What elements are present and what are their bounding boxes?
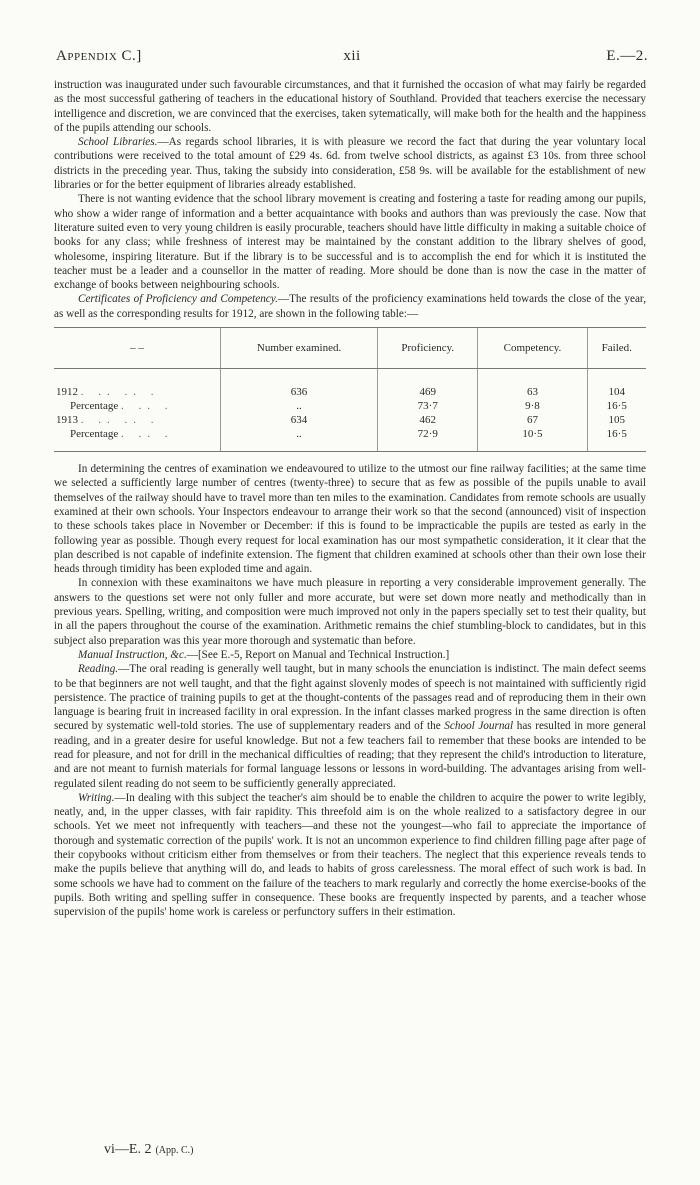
table-header-row <box>54 328 646 369</box>
table-cell: 469 <box>378 369 478 400</box>
paragraph-improvement: In connexion with these examinaitons we have much pleasure in reporting a very considerable improvement generally. The answers to the questions set were not only fuller and more accurate, but were set down more neatly and methodically than in previous years. Spelling, writing, and composition were much improved not only in the papers specially set to test their quality, but in all the papers throughout the course of the examination. Arithmetic remains the chief stumbling-block to candidates, but in this subject also preparation was this year more thorough and systematic than before. <box>54 577 646 647</box>
header-page-number: xii <box>343 48 361 64</box>
heading-manual-instruction: Manual Instruction, &c. <box>78 648 187 661</box>
paragraph-writing <box>54 791 646 920</box>
table-row <box>54 413 646 427</box>
table-cell: 104 <box>587 369 646 400</box>
table-cell: 63 <box>478 369 587 400</box>
row-label: Percentage . .. . <box>70 399 174 412</box>
paragraph-examination-centres: In determining the centres of examination we endeavoured to utilize to the utmost our fine railway facilities; at the same time we selected a sufficiently large number of centres (twenty-three) to secure that as few as possible of the pupils unable to avail themselves of the railway should have to travel more than ten miles to the examination. Candidates from remote schools are usually examined at their own schools. Your Inspectors endeavour to arrange their work so that the second (announced) visit of inspection to these schools takes place in November or December: if this is found to be impracticable the pupils are tested as early in the following year as possible. Though every request for local examination has our most sympathetic consideration, it it clear that the plan described is not capable of indefinite extension. The figment that children examined at schools other than their own lose their heads through timidity has been exploded time and again. <box>54 463 646 576</box>
heading-writing: Writing. <box>78 791 115 804</box>
table-row <box>54 369 646 400</box>
table-cell: .. <box>221 427 378 452</box>
text-school-journal: School Journal <box>444 720 514 733</box>
paragraph-instruction: instruction was inaugurated under such favourable circumstances, and that it furnished the occasion of what may fairly be regarded as the most successful gathering of teachers in the educational history of Southland. Provided that teachers exercise the necessary intelligence and discretion, we are convinced that the exercises, taken sytematically, will make both for the health and the happiness of the pupils attending our schools. <box>54 79 646 134</box>
table-cell: 10·5 <box>478 427 587 452</box>
col-competency: Competency. <box>478 328 587 369</box>
paragraph-manual-instruction <box>54 648 646 662</box>
heading-school-libraries: School Libraries. <box>78 136 158 149</box>
table-cell: 634 <box>221 413 378 427</box>
row-label: 1913 . .. .. . <box>56 413 160 426</box>
text-writing: —In dealing with this subject the teacher's aim should be to enable the children to acquire the power to write legibly, neatly, and, in the upper classes, with fair rapidity. This threefold aim is on the whole realized to a satisfactory degree in our schools. Yet we meet not infrequently with teachers—and these not the youngest—who fail to appreciate the importance of thorough and systematic correction of the pupils' work. It is not an uncommon experience to find children filling page after page of their copybooks without criticism either from themselves or from their teachers. The neglect that this experience reveals tends to make the pupils believe that anything will do, and leads to habits of gross carelessness. The moral effect of such work is bad. In some schools we have had to comment on the failure of the teachers to mark regularly and correctly the home exercise-books of the pupils. Both writing and spelling suffer in consequence. These books are frequently inspected by parents, and a teacher whose supervision of the pupils' home work is careless or perfunctory suffers in their estimation. <box>54 791 646 919</box>
paragraph-certificates <box>54 292 646 321</box>
table-cell: 72·9 <box>378 427 478 452</box>
table-cell: 16·5 <box>587 427 646 452</box>
page-footer <box>104 1142 194 1158</box>
col-failed: Failed. <box>587 328 646 369</box>
body-text <box>54 78 646 920</box>
table-row <box>54 427 646 452</box>
table-cell: 462 <box>378 413 478 427</box>
header-reference: E.—2. <box>606 48 648 64</box>
table-corner: – – <box>54 328 221 369</box>
table-cell: 9·8 <box>478 399 587 413</box>
table-cell: .. <box>221 399 378 413</box>
col-proficiency: Proficiency. <box>378 328 478 369</box>
proficiency-table <box>54 327 646 452</box>
row-label: 1912 . .. .. . <box>56 385 160 398</box>
text-reading-a: —The oral reading is generally well taught, but in many schools the enunciation is indistinct. The main defect seems to be that beginners are not well taught, and that the fight against slovenly modes of speech is not maintained with sufficiently rigid persistence. The practice of training pupils to get at the thought-contents of the passages read and of reproducing them in their own language is bearing fruit in increased facility in oral expression. In the infant classes marked progress in the same direction is often secured by systematic well-told stories. The use of supplementary readers and of the <box>54 663 646 733</box>
footer-signature: vi—E. 2 <box>104 1142 152 1157</box>
table-cell: 67 <box>478 413 587 427</box>
table-cell: 16·5 <box>587 399 646 413</box>
text-manual-instruction: —[See E.-5, Report on Manual and Technical Instruction.] <box>186 648 450 661</box>
paragraph-reading <box>54 662 646 791</box>
text-school-libraries: —As regards school libraries, it is with pleasure we record the fact that during the year voluntary local contributions were received to the total amount of £29 4s. 6d. from twelve school districts, as against £3 10s. from three school districts in the preceding year. Thus, taking the subsidy into consideration, £58 9s. will be available for the establishment of new libraries or for the better equipment of libraries already established. <box>54 136 646 192</box>
table-row <box>54 399 646 413</box>
heading-reading: Reading. <box>78 663 119 676</box>
page-header <box>56 48 648 72</box>
paragraph-library-movement: There is not wanting evidence that the school library movement is creating and fostering a taste for reading among our pupils, who show a wider range of information and a better acquaintance with books and authors than was previously the case. Now that literature suited even to very young children is easily procurable, teachers should have little difficulty in making a suitable choice of books for any class; while freshness of interest may be maintained by the constant addition to the library shelves of good, wholesome, inspiring literature. But if the library is to be successful and is to accomplish the end for which it is instituted the teacher must be a leader and a counsellor in the matter of reading. More should be done than is now the case in the matter of exchange of books between neighbouring schools. <box>54 193 646 292</box>
table-cell: 73·7 <box>378 399 478 413</box>
heading-certificates: Certificates of Proficiency and Competency. <box>78 293 278 306</box>
footer-note: (App. C.) <box>155 1145 194 1156</box>
header-appendix: Appendix C.] <box>56 48 142 64</box>
table-cell: 636 <box>221 369 378 400</box>
text-certificates: —The results of the proficiency examinations held towards the close of the year, as well as the corresponding results for 1912, are shown in the following table:— <box>54 293 646 320</box>
table-cell: 105 <box>587 413 646 427</box>
text-reading-b: has resulted in more general reading, and in a greater desire for useful knowledge. But not a few teachers fail to remember that these books are intended to be read for pleasure, and not for drill in the mechanical difficulties of reading; that they represent the child's introduction to literature, and are not meant to furnish materials for formal language lessons or lessons in word-building. The advantages arising from well-regulated silent reading do not seem to be sufficiently generally appreciated. <box>54 720 646 790</box>
row-label: Percentage . .. . <box>54 427 221 452</box>
paragraph-school-libraries <box>54 135 646 192</box>
col-number-examined: Number examined. <box>221 328 378 369</box>
